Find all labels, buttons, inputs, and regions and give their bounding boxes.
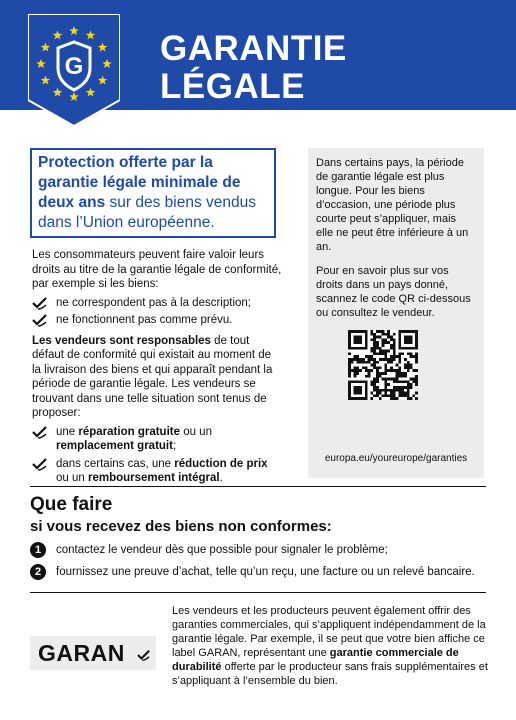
list-item: une réparation gratuite ou un remplacement gratuit; xyxy=(32,425,282,454)
remedies-list xyxy=(32,425,282,486)
europa-link[interactable]: europa.eu/youreurope/garanties xyxy=(324,453,468,464)
garan-logo xyxy=(30,636,156,670)
rights-section xyxy=(32,248,282,492)
qr-code-icon[interactable] xyxy=(348,330,418,400)
check-icon xyxy=(32,313,48,327)
commercial-guarantee-text: Les vendeurs et les producteurs peuvent également offrir des garanties commerciales, qui s’appliquent indépendamment de la garantie légale. Par exemple, il se peut que votre bien affiche ce label GARAN, représentant une garantie commerciale de durabilité offerte par le producteur sans frais supplémentaires et s’appliquant à l’ensemble du bien. xyxy=(172,605,488,687)
step-item: 2 fournissez une preuve d’achat, telle qu’un reçu, une facture ou un relevé bancaire. xyxy=(30,564,475,580)
check-icon xyxy=(137,649,151,661)
step-number: 2 xyxy=(30,564,46,580)
check-icon xyxy=(32,296,48,310)
title-line-1: GARANTIE xyxy=(160,29,347,68)
check-icon xyxy=(32,457,48,471)
step-number: 1 xyxy=(30,542,46,558)
page-title xyxy=(160,30,347,106)
protection-highlight-box xyxy=(30,148,276,238)
que-faire-title: Que faire xyxy=(30,494,113,515)
list-item: dans certains cas, une réduction de prix ou un remboursement intégral. xyxy=(32,457,282,486)
highlight-rest: sur des biens vendus dans l’Union européenne. xyxy=(38,194,256,231)
intro-text: Les consommateurs peuvent faire valoir leurs droits au titre de la garantie légale de conformité, par exemple si les biens: xyxy=(32,249,282,290)
title-line-2: LÉGALE xyxy=(160,67,305,106)
sidebar-paragraph-2: Pour en savoir plus sur vos droits dans un pays donné, scannez le code QR ci-dessous ou consultez le vendeur. xyxy=(316,265,471,319)
info-sidebar xyxy=(308,148,484,478)
badge-letter: G xyxy=(64,53,84,80)
que-faire-subtitle: si vous recevez des biens non conformes: xyxy=(30,518,332,535)
divider xyxy=(30,592,486,593)
sellers-text: Les vendeurs sont responsables de tout défaut de conformité qui existait au moment de la livraison des biens et qui apparaît pendant la période de garantie légale. Les vendeurs se trouvant dans une telle situation sont tenus de proposer: xyxy=(32,334,273,419)
list-item: ne correspondent pas à la description; xyxy=(32,296,282,311)
eu-garantie-badge-icon xyxy=(28,14,120,126)
sidebar-paragraph-1: Dans certains pays, la période de garantie légale est plus longue. Pour les biens d’occasion, une période plus courte peut s’appliquer, mais elle ne peut être inférieure à un an. xyxy=(316,157,469,253)
list-item: ne fonctionnent pas comme prévu. xyxy=(32,313,282,328)
check-icon xyxy=(32,425,48,439)
divider xyxy=(30,486,486,487)
conditions-list xyxy=(32,296,282,328)
header-banner xyxy=(0,0,516,110)
step-item: 1 contactez le vendeur dès que possible pour signaler le problème; xyxy=(30,542,388,558)
garan-logo-text: GARAN xyxy=(38,640,125,666)
highlight-bold: Protection offerte par la garantie légale minimale de deux ans xyxy=(38,154,241,211)
